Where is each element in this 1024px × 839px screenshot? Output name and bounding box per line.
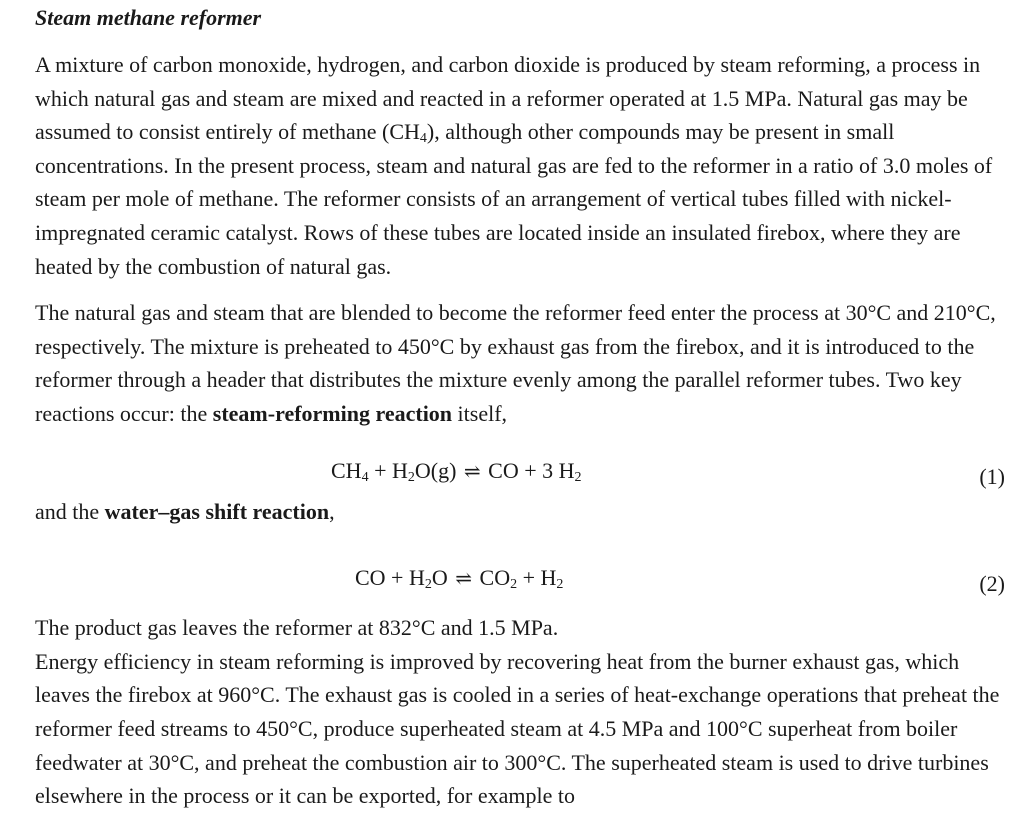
document-page	[35, 0, 1015, 813]
eq2-sub-d: 2	[556, 577, 564, 593]
paragraph-product-gas: The product gas leaves the reformer at 832°C and 1.5 MPa.	[35, 615, 559, 641]
eq1-term-b: + H	[368, 457, 408, 483]
eq1-term-a: CH	[331, 457, 362, 483]
eq2-sub-c: 2	[510, 577, 518, 593]
eq1-term-c: O(g)	[414, 457, 462, 483]
equation-1-number: (1)	[979, 463, 1005, 489]
equation-steam-reforming	[35, 451, 1015, 491]
paragraph-shift-intro	[35, 495, 1015, 529]
equation-water-gas-shift	[35, 558, 1015, 598]
eq2-term-c: CO	[474, 565, 511, 591]
equilibrium-arrow-icon: ⇌	[455, 568, 473, 591]
paragraph-energy-efficiency: Energy efficiency in steam reforming is improved by recovering heat from the burner exhaust gas, which leaves the firebox at 960°C. The exhaust gas is cooled in a series of heat-exchange operations that preheat the reformer feed streams to 450°C, produce superheated steam at 4.5 MPa and 100°C superheat from boiler feedwater at 30°C, and preheat the combustion air to 300°C. The superheated steam is used to drive turbines elsewhere in the process or it can be exported, for example to	[35, 648, 1000, 809]
eq2-term-b: O	[431, 565, 454, 591]
eq2-term-a: CO + H	[355, 565, 425, 591]
equation-2-body	[355, 558, 563, 599]
intro-text-end: ), although other compounds may be present in small concentrations. In the present process, steam and natural gas are fed to the reformer in a ratio of 3.0 moles of steam per mole of methane. The reformer consists of an arrangement of vertical tubes filled with nickel-impregnated ceramic catalyst. Rows of these tubes are located inside an insulated firebox, where they are heated by the combustion of natural gas.	[35, 119, 993, 279]
water-gas-shift-term: water–gas shift reaction	[104, 498, 330, 524]
paragraph-intro	[35, 48, 1015, 283]
equation-1-body	[331, 451, 582, 492]
equilibrium-arrow-icon: ⇌	[463, 460, 481, 483]
shift-intro-comma: ,	[329, 498, 335, 524]
eq1-term-d: CO + 3 H	[482, 457, 575, 483]
paragraph-feed	[35, 296, 1015, 430]
methane-subscript: 4	[419, 131, 427, 147]
shift-intro-text: and the	[35, 498, 105, 524]
eq2-sub-a: 2	[424, 577, 432, 593]
intro-text-start: A mixture of carbon monoxide, hydrogen, and carbon dioxide is produced by steam reforming, a process in which natural gas and steam are mixed and reacted in a reformer operated at 1.5 MPa. Natural gas may be assumed to consist entirely of methane (CH	[35, 52, 981, 145]
section-title: Steam methane reformer	[35, 5, 262, 30]
equation-2-number: (2)	[979, 571, 1005, 597]
eq1-sub-d: 2	[574, 469, 582, 485]
feed-text: The natural gas and steam that are blended to become the reformer feed enter the process at 30°C and 210°C, respectively. The mixture is preheated to 450°C by exhaust gas from the firebox, and it is introduced to the reformer through a header that distributes the mixture evenly among the parallel reformer tubes. Two key reactions occur: the	[35, 300, 996, 426]
feed-text-end: itself,	[452, 400, 508, 426]
eq1-sub-b: 2	[407, 469, 415, 485]
eq1-sub-a: 4	[361, 469, 369, 485]
steam-reforming-term: steam-reforming reaction	[212, 400, 453, 426]
eq2-term-d: + H	[517, 565, 557, 591]
